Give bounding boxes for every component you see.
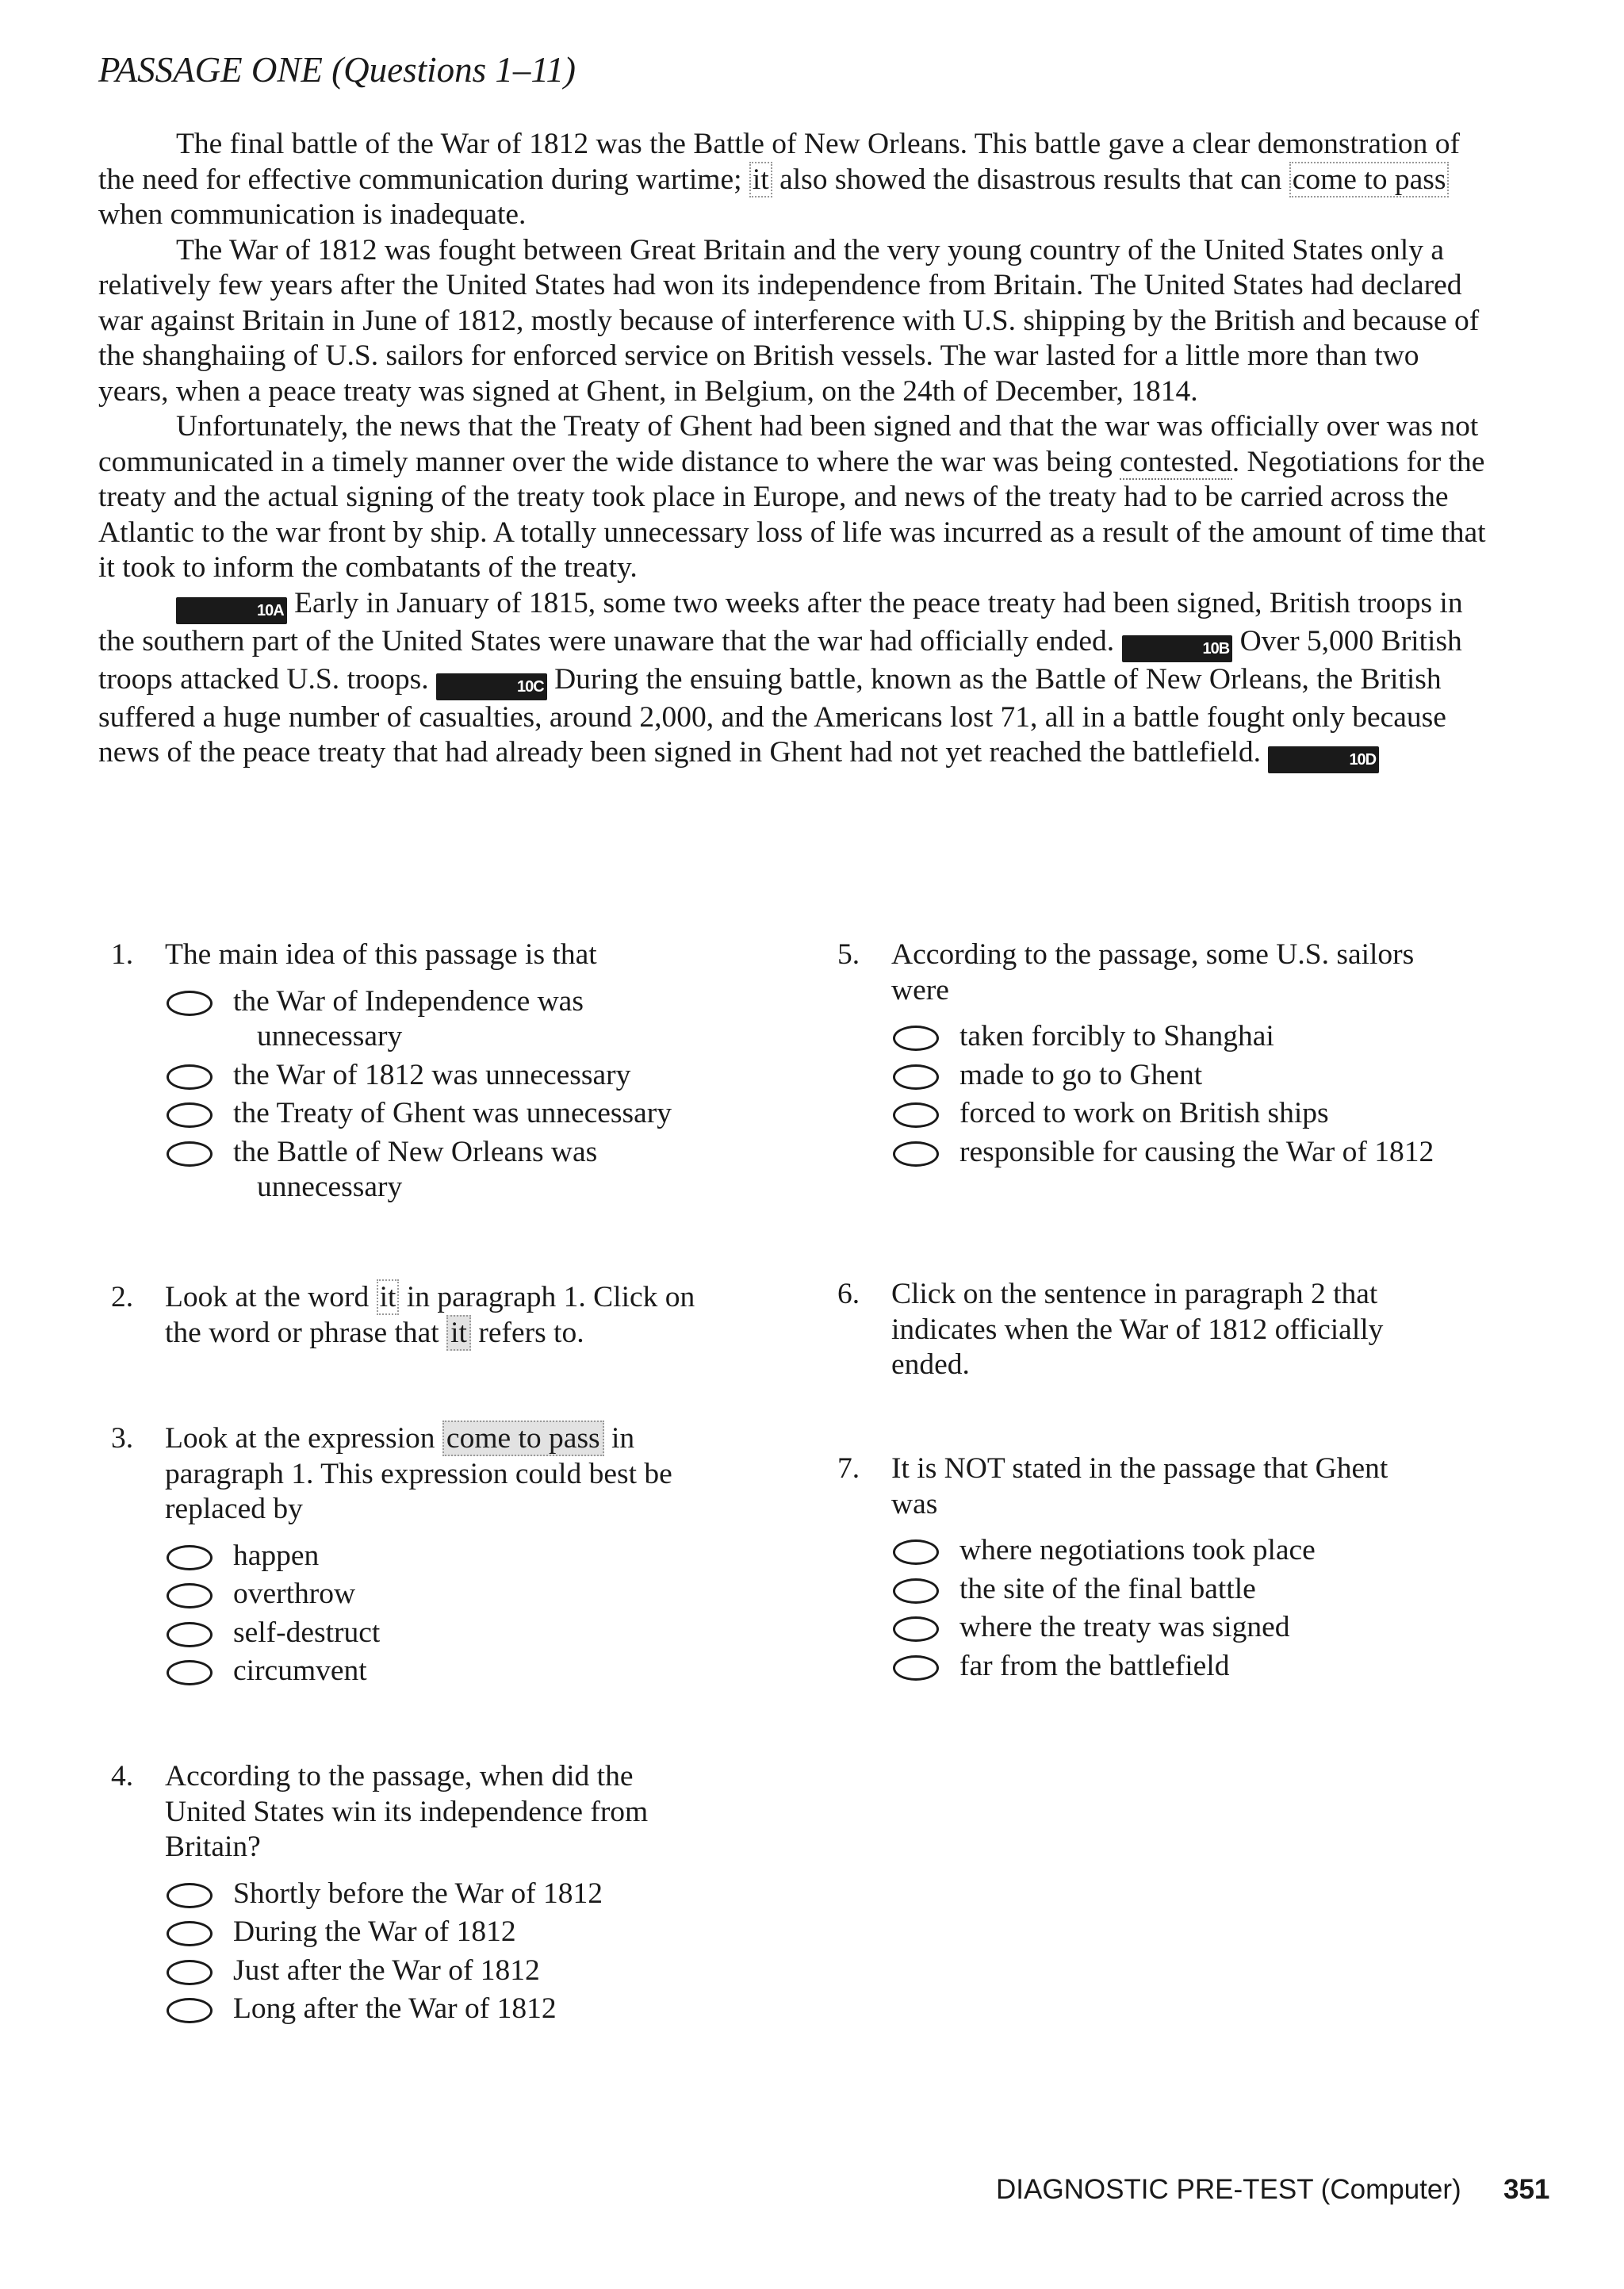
answer-option[interactable]: [167, 1135, 714, 1206]
answer-option[interactable]: [893, 1019, 1440, 1055]
radio-circle-icon[interactable]: [167, 1960, 213, 1985]
answer-options: [893, 1533, 1440, 1684]
question-7: [837, 1451, 1440, 1687]
question-number: 2.: [111, 1281, 134, 1313]
highlight-it: it: [749, 162, 772, 197]
answer-option[interactable]: [893, 1096, 1440, 1132]
radio-circle-icon[interactable]: [167, 1622, 213, 1647]
question-1: [111, 937, 714, 1209]
answer-option[interactable]: [893, 1058, 1440, 1094]
radio-circle-icon[interactable]: [893, 1026, 939, 1051]
highlight-come-to-pass: come to pass: [1289, 162, 1450, 197]
option-label: self-destruct: [233, 1616, 381, 1649]
p3-text-b: . Negotiations for the treaty and the actual signing of the treaty took place in Europe, and news of the treaty had to be carried across the Atlantic to the war front by ship. A totally unnecessary loss of life was incurred as a result of the amount of time that it took to inform the combatants of the treaty.: [98, 445, 1486, 584]
option-label: Long after the War of 1812: [233, 1992, 557, 2025]
q3-text-post: in paragraph 1. This expression could best be replaced by: [165, 1422, 672, 1525]
option-label: the site of the final battle: [959, 1572, 1256, 1605]
p1-text-c: when communication is inadequate.: [98, 198, 527, 231]
answer-option[interactable]: [167, 1096, 714, 1132]
paragraph-1[interactable]: [98, 127, 1486, 233]
question-6: [837, 1277, 1440, 1383]
radio-circle-icon[interactable]: [893, 1655, 939, 1681]
q2-text-mid: in paragraph 1. Click on the word or phrase that: [165, 1281, 695, 1349]
answer-option[interactable]: [893, 1572, 1440, 1608]
page-number: 351: [1503, 2174, 1550, 2205]
question-text: According to the passage, when did the United States win its independence from Britain?: [165, 1760, 649, 1863]
answer-option[interactable]: [893, 1533, 1440, 1569]
answer-option[interactable]: [167, 1577, 714, 1612]
question-number: 3.: [111, 1422, 134, 1455]
question-text: The main idea of this passage is that: [165, 938, 597, 971]
option-label: the War of 1812 was unnecessary: [233, 1058, 631, 1091]
highlighted-word: it: [446, 1315, 471, 1351]
radio-circle-icon[interactable]: [167, 1998, 213, 2023]
option-label: Just after the War of 1812: [233, 1954, 540, 1987]
answer-option[interactable]: [893, 1649, 1440, 1685]
answer-options: [893, 1019, 1440, 1170]
option-label: made to go to Ghent: [959, 1058, 1203, 1091]
radio-circle-icon[interactable]: [167, 1660, 213, 1685]
radio-circle-icon[interactable]: [167, 1064, 213, 1090]
highlighted-word: it: [377, 1279, 400, 1315]
option-label: taken forcibly to Shanghai: [959, 1020, 1274, 1052]
answer-option[interactable]: [167, 1954, 714, 1989]
radio-circle-icon[interactable]: [167, 1583, 213, 1608]
question-text: [165, 1280, 714, 1351]
option-label: where the treaty was signed: [959, 1611, 1290, 1643]
p4-sentence-2: Over 5,000 British troops attacked U.S. troops.: [98, 624, 1462, 696]
answer-option[interactable]: [167, 1877, 714, 1912]
radio-circle-icon[interactable]: [167, 991, 213, 1016]
option-label: Shortly before the War of 1812: [233, 1877, 603, 1910]
question-number: 6.: [837, 1278, 860, 1310]
reading-passage: [98, 127, 1486, 773]
question-number: 7.: [837, 1452, 860, 1485]
option-label: During the War of 1812: [233, 1915, 516, 1948]
footer-label: DIAGNOSTIC PRE-TEST (Computer): [996, 2174, 1461, 2205]
answer-option[interactable]: [167, 1616, 714, 1651]
question-text: According to the passage, some U.S. sailors were: [891, 938, 1415, 1006]
answer-option[interactable]: [893, 1610, 1440, 1646]
p4-sentence-1: Early in January of 1815, some two weeks after the peace treaty had been signed, British troops in the southern part of the United States were unaware that the war had officially ended.: [98, 586, 1463, 658]
question-4: [111, 1759, 714, 2030]
option-label: happen: [233, 1539, 320, 1572]
radio-circle-icon[interactable]: [167, 1545, 213, 1570]
radio-circle-icon[interactable]: [893, 1141, 939, 1167]
question-3: [111, 1421, 714, 1693]
q2-text-post: refers to.: [470, 1316, 584, 1349]
answer-option[interactable]: [167, 1539, 714, 1574]
radio-circle-icon[interactable]: [893, 1578, 939, 1604]
paragraph-3[interactable]: [98, 409, 1486, 586]
question-text: [165, 1421, 714, 1528]
radio-circle-icon[interactable]: [167, 1141, 213, 1167]
question-5: [837, 937, 1440, 1173]
question-number: 4.: [111, 1760, 134, 1792]
answer-options: [167, 1877, 714, 2027]
radio-circle-icon[interactable]: [893, 1102, 939, 1128]
question-number: 5.: [837, 938, 860, 971]
insert-marker-10a[interactable]: 10A: [176, 597, 287, 624]
paragraph-2[interactable]: The War of 1812 was fought between Great Britain and the very young country of the United States only a relatively few years after the United States had won its independence from Britain. The United States had declared war against Britain in June of 1812, mostly because of interference with U.S. shipping by the British and because of the shanghaiing of U.S. sailors for enforced service on British vessels. The war lasted for a little more than two years, when a peace treaty was signed at Ghent, in Belgium, on the 24th of December, 1814.: [98, 233, 1480, 408]
answer-option[interactable]: [167, 1915, 714, 1950]
p3-text-a: Unfortunately, the news that the Treaty of Ghent had been signed and that the war was officially over was not communicated in a timely manner over the wide distance to where the war was being: [98, 410, 1479, 478]
answer-option[interactable]: [167, 1058, 714, 1094]
paragraph-4[interactable]: [98, 586, 1486, 774]
page-title: PASSAGE ONE (Questions 1–11): [98, 50, 576, 90]
radio-circle-icon[interactable]: [167, 1102, 213, 1128]
answer-option[interactable]: [167, 984, 714, 1055]
option-label: the Treaty of Ghent was unnecessary: [233, 1097, 672, 1129]
option-label: overthrow: [233, 1578, 356, 1610]
highlight-contested: contested: [1120, 445, 1232, 478]
radio-circle-icon[interactable]: [893, 1616, 939, 1642]
q2-text-pre: Look at the word: [165, 1281, 377, 1313]
option-label: responsible for causing the War of 1812: [959, 1135, 1434, 1168]
insert-marker-10d[interactable]: 10D: [1268, 746, 1379, 773]
question-number: 1.: [111, 938, 134, 971]
q3-text-pre: Look at the expression: [165, 1422, 442, 1455]
option-label: circumvent: [233, 1654, 367, 1687]
option-label: far from the battlefield: [959, 1649, 1230, 1682]
radio-circle-icon[interactable]: [167, 1921, 213, 1946]
option-label: the Battle of New Orleans was unnecessary: [233, 1135, 598, 1203]
answer-option[interactable]: [167, 1654, 714, 1689]
radio-circle-icon[interactable]: [167, 1883, 213, 1908]
option-label: the War of Independence was unnecessary: [233, 984, 584, 1052]
option-label: where negotiations took place: [959, 1534, 1316, 1566]
question-text: Click on the sentence in paragraph 2 that indicates when the War of 1812 officially ended.: [891, 1278, 1384, 1381]
p1-text-b: also showed the disastrous results that can: [772, 163, 1289, 196]
radio-circle-icon[interactable]: [893, 1539, 939, 1565]
p1-text-a: The final battle of the War of 1812 was the Battle of New Orleans. This battle gave a clear demonstration of the need for effective communication during wartime;: [98, 128, 1461, 196]
radio-circle-icon[interactable]: [893, 1064, 939, 1090]
insert-marker-10b[interactable]: 10B: [1122, 635, 1233, 662]
answer-options: [167, 1539, 714, 1689]
answer-option[interactable]: [893, 1135, 1440, 1171]
p4-sentence-3: During the ensuing battle, known as the Battle of New Orleans, the British suffered a huge number of casualties, around 2,000, and the Americans lost 71, all in a battle fought only because news of the peace treaty that had already been signed in Ghent had not yet reached the battlefield.: [98, 662, 1446, 769]
option-label: forced to work on British ships: [959, 1097, 1329, 1129]
question-text: It is NOT stated in the passage that Ghent was: [891, 1452, 1388, 1520]
insert-marker-10c[interactable]: 10C: [436, 673, 547, 700]
question-2: [111, 1280, 714, 1351]
answer-option[interactable]: [167, 1992, 714, 2027]
answer-options: [167, 984, 714, 1206]
highlighted-phrase: come to pass: [442, 1421, 604, 1456]
